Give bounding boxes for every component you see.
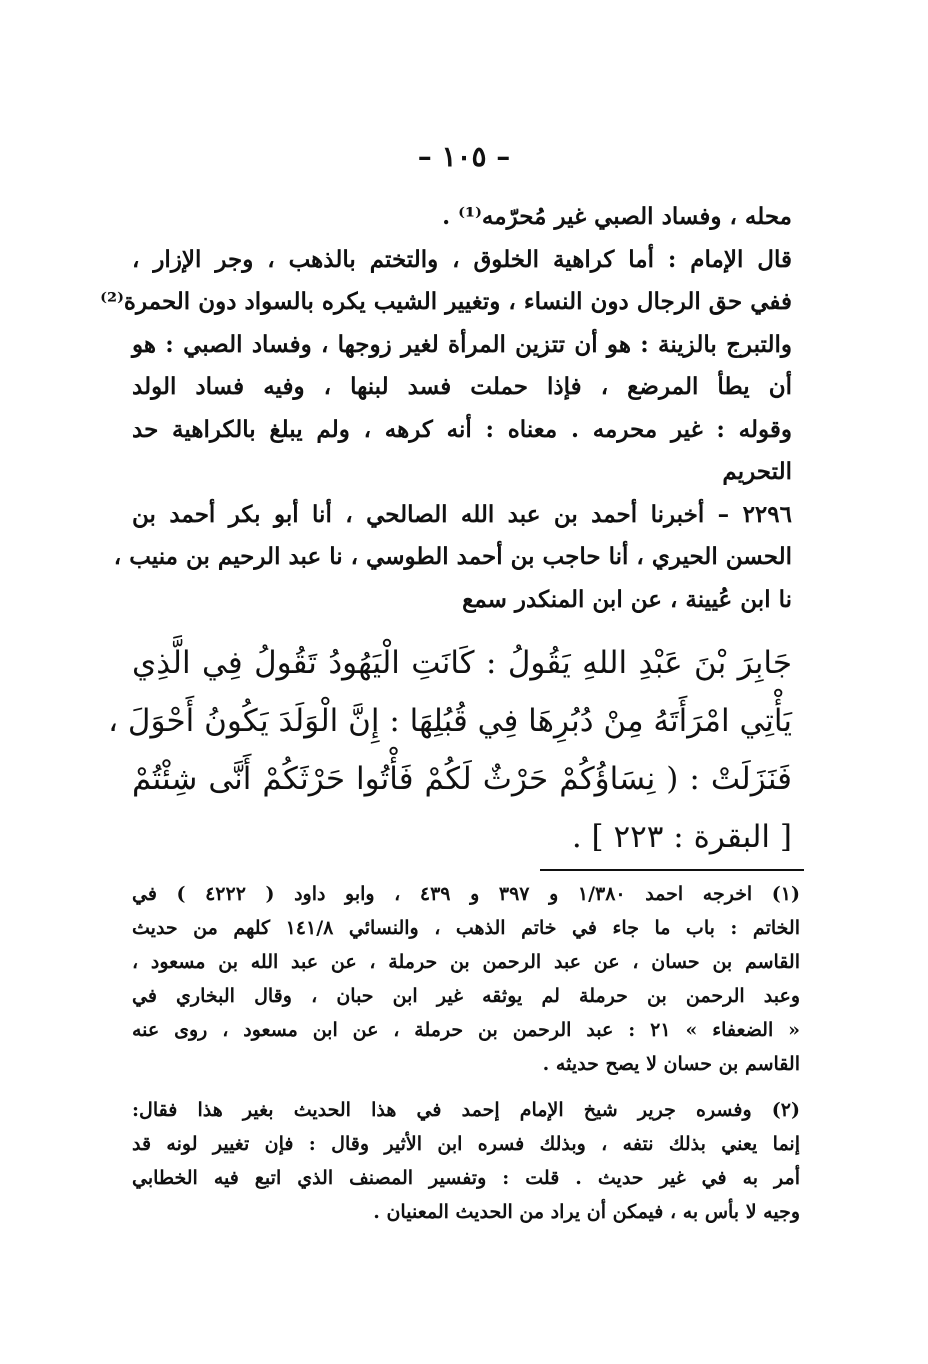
footnote-line: « الضعفاء » ٢١ : عبد الرحمن بن حرملة ، عن ابن مسعود ، روى عنه bbox=[132, 1019, 800, 1041]
text-line: التحريم bbox=[722, 458, 792, 485]
page-number: – ١٠٥ – bbox=[417, 140, 511, 173]
text-line: وقوله : غير محرمه . معناه : أنه كرهه ، ولم يبلغ بالكراهية حد bbox=[132, 415, 792, 443]
hadith-number-line: ٢٢٩٦ – أخبرنا أحمد بن عبد الله الصالحي ، أنا أبو بكر أحمد بن bbox=[132, 500, 792, 528]
footnote-separator bbox=[540, 869, 804, 871]
text-line: قال الإمام : أما كراهية الخلوق ، والتختم بالذهب ، وجر الإزار ، bbox=[132, 245, 792, 273]
hadith-quote bbox=[108, 634, 792, 866]
footnote-line: أمر به في غير حديث . قلت : وتفسير المصنف الذي اتبع فيه الخطابي bbox=[132, 1167, 800, 1189]
main-text bbox=[100, 196, 792, 621]
footnote-gap bbox=[132, 1081, 800, 1093]
text-line: محله ، وفساد الصبي غير مُحرّمه⁽¹⁾ . bbox=[442, 203, 792, 230]
text-line: ففي حق الرجال دون النساء ، وتغيير الشيب يكره بالسواد دون الحمرة⁽²⁾ bbox=[100, 288, 792, 315]
footnote-1 bbox=[132, 877, 800, 1081]
footnote-2 bbox=[132, 1093, 800, 1229]
footnote-line: (١) اخرجه احمد ١/٣٨٠ و ٣٩٧ و ٤٣٩ ، وابو داود ( ٤٢٢٢ ) في bbox=[132, 883, 801, 905]
footnotes bbox=[132, 877, 800, 1229]
footnote-line: (٢) وفسره جرير شيخ الإمام إحمد في هذا الحديث بغير هذا فقال: bbox=[132, 1099, 800, 1121]
footnote-line: القاسم بن حسان ، عن عبد الرحمن بن حرملة ، عن عبد الله بن مسعود ، bbox=[132, 951, 800, 973]
text-line: والتبرج بالزينة : هو أن تتزين المرأة لغير زوجها ، وفساد الصبي : هو bbox=[132, 330, 792, 358]
quote-line: جَابِرَ بْنَ عَبْدِ اللهِ يَقُولُ : كَانَتِ الْيَهُودُ تَقُولُ فِي الَّذِي bbox=[132, 645, 792, 681]
quote-line: [ البقرة : ٢٢٣ ] . bbox=[571, 819, 792, 855]
footnote-line: وجيه لا بأس به ، فيمكن أن يراد من الحديث المعنيان . bbox=[373, 1201, 800, 1223]
text-line: الحسن الحيري ، أنا حاجب بن أحمد الطوسي ، نا عبد الرحيم بن منيب ، bbox=[113, 543, 792, 570]
text-line: نا ابن عُيينة ، عن ابن المنكدر سمع bbox=[462, 585, 792, 613]
quote-line: يَأْتِي امْرَأَتَهُ مِنْ دُبُرِهَا فِي قُبُلِهَا : إِنَّ الْوَلَدَ يَكُونُ أَحْوَلَ ، bbox=[108, 703, 792, 739]
footnote-line: الخاتم : باب ما جاء في خاتم الذهب ، والنسائي ١٤١/٨ كلهم من حديث bbox=[132, 917, 800, 939]
footnote-line: وعبد الرحمن بن حرملة لم يوثقه غير ابن حبان ، وقال البخاري في bbox=[132, 985, 800, 1007]
quote-line: فَنَزَلَتْ : ( نِسَاؤُكُمْ حَرْثٌ لَكُمْ فَأْتُوا حَرْثَكُمْ أَنَّى شِئْتُمْ bbox=[132, 761, 792, 797]
footnote-line: القاسم بن حسان لا يصح حديثه . bbox=[542, 1053, 800, 1075]
footnote-line: إنما يعني بذلك نتفه ، وبذلك فسره ابن الأثير وقال : فإن تغيير لونه قد bbox=[132, 1133, 800, 1155]
text-line: أن يطأ المرضع ، فإذا حملت فسد لبنها ، وفيه فساد الولد bbox=[132, 373, 792, 400]
